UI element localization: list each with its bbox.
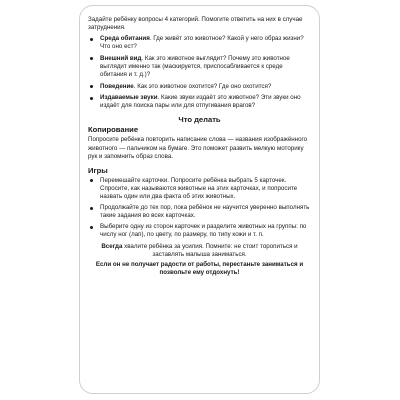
intro-text: Задайте ребёнку вопросы 4 категорий. Помогите ответить на них в случае затруднения. — [88, 16, 303, 32]
final-bold-text: Если он не получает радости от работы, перестаньте заниматься и позвольте ему отдохнуть! — [95, 260, 304, 276]
category-item-habitat — [88, 35, 311, 51]
category-text: . Как это животное выглядит? Почему это животное выглядит именно так (маскируется, приспосабливается к среде обитания и т. д.)? — [100, 54, 290, 79]
category-term: Издаваемые звуки — [100, 94, 158, 102]
copying-heading: Копирование — [88, 125, 139, 135]
category-term: Внешний вид — [100, 54, 142, 62]
instruction-card — [79, 5, 320, 394]
card-content — [88, 16, 311, 277]
games-list — [88, 177, 311, 240]
category-text: . Где живёт это животное? Какой у него образ жизни? Что оно ест? — [100, 35, 304, 51]
what-to-do-heading: Что делать — [178, 115, 221, 125]
final-rest: хвалите ребёнка за усилия. Помните: не стоит торопиться и заставлять малыша заниматься. — [122, 243, 298, 259]
copying-text: Попросите ребёнка повторить написание слова — названия изображённого животного — пальчиком на бумаге. Это поможет развить мелкую моторику рук и запомнить образ слова. — [88, 136, 308, 160]
category-text: . Какие звуки издаёт это животное? Эти звуки оно издаёт для поиска пары или для отпугивания врагов? — [100, 94, 301, 110]
category-list — [88, 35, 311, 110]
games-item: Выберите одну из сторон карточек и разделите животных на группы: по числу ног (лап), по цвету, по размеру, по типу кожи и т. п. — [88, 223, 311, 239]
final-note — [88, 243, 311, 276]
category-term: Среда обитания — [100, 35, 150, 43]
category-term: Поведение — [100, 82, 134, 90]
category-item-appearance — [88, 55, 311, 79]
category-item-behavior — [88, 83, 311, 91]
category-text: . Как это животное охотится? Где оно охотится? — [133, 82, 272, 90]
games-item: Перемешайте карточки. Попросите ребёнка выбрать 5 карточек. Спросите, как называются животные на этих карточках, и попросите назвать один или два факта об этих животных. — [88, 177, 311, 201]
category-item-sounds — [88, 94, 311, 110]
games-heading: Игры — [88, 165, 108, 175]
final-lead: Всегда — [101, 243, 123, 251]
games-item: Продолжайте до тех пор, пока ребёнок не научится уверенно выполнять такие задания во всех карточках. — [88, 204, 311, 220]
